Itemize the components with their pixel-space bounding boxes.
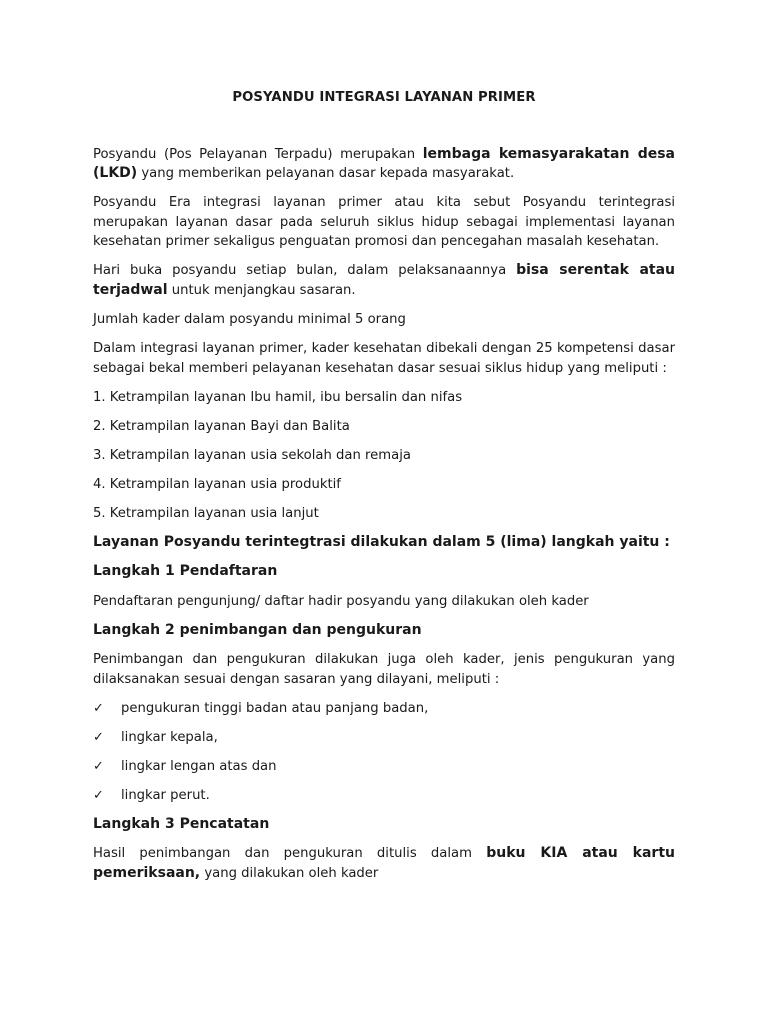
paragraph-definition-pre: Posyandu (Pos Pelayanan Terpadu) merupakan — [93, 146, 423, 162]
paragraph-hari-buka-bold: bisa serentak atau terjadwal — [93, 262, 675, 298]
skills-list-item: 2. Ketrampilan layanan Bayi dan Balita — [93, 418, 350, 434]
skills-list-item: 4. Ketrampilan layanan usia produktif — [93, 476, 341, 492]
paragraph-step-1: Pendaftaran pengunjung/ daftar hadir posyandu yang dilakukan oleh kader — [93, 593, 589, 609]
checkmark-icon: ✓ — [93, 787, 104, 803]
paragraph-step-3-bold: buku KIA atau kartu pemeriksaan, — [93, 845, 675, 881]
checklist-item — [93, 699, 675, 719]
skills-list-item: 1. Ketrampilan layanan Ibu hamil, ibu bersalin dan nifas — [93, 389, 463, 405]
checklist-item-label: lingkar perut. — [121, 787, 210, 803]
heading-step-1: Langkah 1 Pendaftaran — [93, 563, 278, 579]
paragraph-kompetensi: Dalam integrasi layanan primer, kader kesehatan dibekali dengan 25 kompetensi dasar sebagai bekal memberi pelayanan kesehatan dasar sesuai siklus hidup yang meliputi : — [93, 341, 675, 376]
paragraph-hari-buka-post: untuk menjangkau sasaran. — [167, 282, 356, 298]
heading-step-3: Langkah 3 Pencatatan — [93, 815, 270, 832]
paragraph-jumlah-kader: Jumlah kader dalam posyandu minimal 5 orang — [93, 311, 406, 327]
skills-list — [93, 388, 675, 524]
skills-list-item: 3. Ketrampilan layanan usia sekolah dan remaja — [93, 447, 411, 463]
document-body — [93, 88, 675, 893]
document-title: POSYANDU INTEGRASI LAYANAN PRIMER — [232, 90, 536, 105]
checkmark-icon: ✓ — [93, 700, 104, 716]
checklist-item-label: lingkar lengan atas dan — [121, 758, 277, 774]
paragraph-step-3-post: yang dilakukan oleh kader — [200, 865, 379, 881]
paragraph-era-integrasi: Posyandu Era integrasi layanan primer atau kita sebut Posyandu terintegrasi merupakan layanan dasar pada seluruh siklus hidup sebagai implementasi layanan kesehatan primer sekaligus penguatan promosi dan pencegahan masalah kesehatan. — [93, 195, 675, 249]
heading-steps: Layanan Posyandu terintegtrasi dilakukan dalam 5 (lima) langkah yaitu : — [93, 533, 670, 550]
checklist-item-label: lingkar kepala, — [121, 729, 218, 745]
paragraph-definition-bold: lembaga kemasyarakatan desa (LKD) — [93, 145, 675, 181]
paragraph-step-3 — [93, 844, 675, 883]
checkmark-icon: ✓ — [93, 729, 104, 745]
skills-list-item: 5. Ketrampilan layanan usia lanjut — [93, 505, 319, 521]
heading-step-2: Langkah 2 penimbangan dan pengukuran — [93, 621, 422, 638]
paragraph-hari-buka — [93, 261, 675, 300]
measurement-checklist — [93, 699, 675, 806]
checklist-item — [93, 728, 675, 748]
checklist-item — [93, 757, 675, 777]
paragraph-definition-post: yang memberikan pelayanan dasar kepada masyarakat. — [137, 166, 515, 181]
checklist-item-label: pengukuran tinggi badan atau panjang badan, — [121, 700, 429, 716]
checklist-item — [93, 786, 675, 806]
paragraph-step-2: Penimbangan dan pengukuran dilakukan juga oleh kader, jenis pengukuran yang dilaksanakan sesuai dengan sasaran yang dilayani, meliputi : — [93, 652, 675, 687]
paragraph-hari-buka-pre: Hari buka posyandu setiap bulan, dalam pelaksanaannya — [93, 263, 517, 278]
checkmark-icon: ✓ — [93, 758, 104, 774]
paragraph-step-3-pre: Hasil penimbangan dan pengukuran ditulis dalam — [93, 846, 487, 861]
paragraph-definition — [93, 145, 675, 184]
